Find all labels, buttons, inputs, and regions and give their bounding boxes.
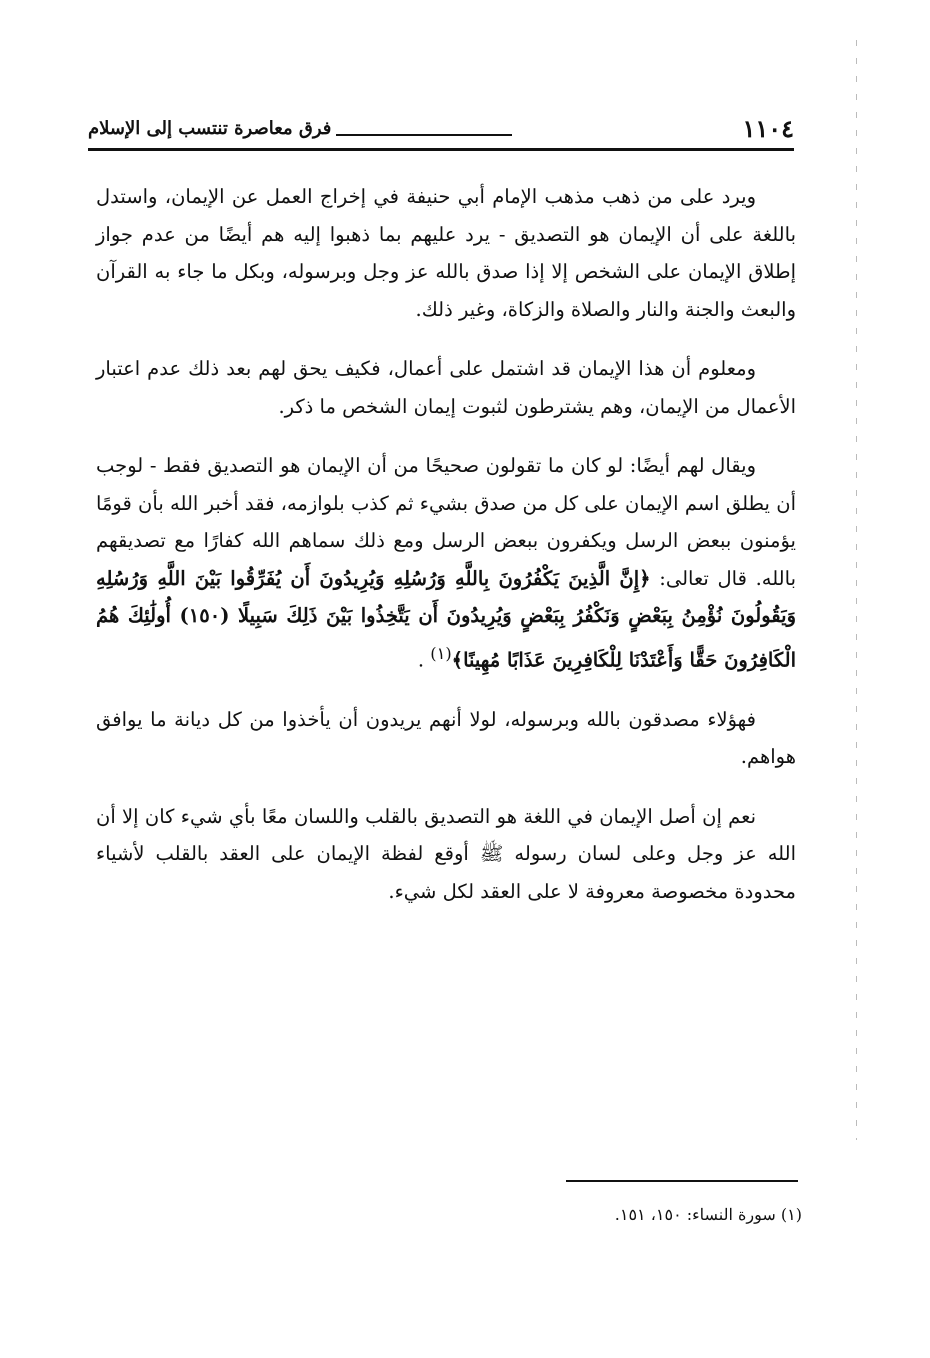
paragraph-1: ويرد على من ذهب مذهب الإمام أبي حنيفة في إخراج العمل عن الإيمان، واستدل باللغة على أن الإيمان هو التصديق - يرد عليهم بما ذهبوا إليه هم أيضًا من عدم جواز إطلاق الإيمان على الشخص إلا إذا صدق بالله عز وجل وبرسوله، وبكل ما جاء به القرآن والبعث والجنة والنار والصلاة والزكاة، وغير ذلك. — [96, 185, 796, 321]
paragraph-3-intro: ويقال لهم أيضًا: لو كان ما تقولون صحيحًا من أن الإيمان هو التصديق فقط - لوجب أن يطلق اسم الإيمان على كل من صدق بشيء ثم كذب بلوازمه، فقد أخبر الله بأن قومًا يؤمنون ببعض الرسل ويكفرون ببعض الرسل ومع ذلك سماهم الله كفارًا مع تصديقهم بالله. قال تعالى: — [96, 454, 796, 590]
footnote-separator — [566, 1180, 798, 1182]
running-title: فرق معاصرة تنتسب إلى الإسلام — [88, 118, 332, 139]
paragraph-2: ومعلوم أن هذا الإيمان قد اشتمل على أعمال، فكيف يحق لهم بعد ذلك عدم اعتبار الأعمال من الإيمان، وهم يشترطون لثبوت إيمان الشخص ما ذكر. — [96, 357, 796, 418]
paragraph-5: نعم إن أصل الإيمان في اللغة هو التصديق بالقلب واللسان معًا بأي شيء كان إلا أن الله عز وجل وعلى لسان رسوله ﷺ أوقع لفظة الإيمان على العقد بالقلب لأشياء محدودة مخصوصة معروفة لا على العقد لكل شيء. — [96, 804, 796, 903]
paragraph-3 — [96, 447, 796, 679]
paragraph-3-end: . — [417, 648, 425, 671]
paragraph-4: فهؤلاء مصدقون بالله وبرسوله، لولا أنهم يريدون أن يأخذوا من كل ديانة ما يوافق هواهم. — [96, 707, 796, 768]
page-body — [96, 178, 796, 932]
page-number: ١١٠٤ — [742, 114, 794, 143]
page-header — [88, 112, 794, 151]
quran-verse: ﴿إِنَّ الَّذِينَ يَكْفُرُونَ بِاللَّهِ وَرُسُلِهِ وَيُرِيدُونَ أَن يُفَرِّقُوا بَيْنَ اللَّهِ وَرُسُلِهِ وَيَقُولُونَ نُؤْمِنُ بِبَعْضٍ وَنَكْفُرُ بِبَعْضٍ وَيُرِيدُونَ أَن يَتَّخِذُوا بَيْنَ ذَلِكَ سَبِيلًا (١٥٠) أُولَٰئِكَ هُمُ الْكَافِرُونَ حَقًّا وَأَعْتَدْنَا لِلْكَافِرِينَ عَذَابًا مُهِينًا﴾ — [96, 566, 796, 671]
footnote-ref: (١) — [430, 643, 452, 663]
header-dash-rule — [336, 134, 512, 136]
scan-artifact-line — [856, 40, 857, 1140]
footnote: (١) سورة النساء: ١٥٠، ١٥١. — [614, 1205, 802, 1224]
